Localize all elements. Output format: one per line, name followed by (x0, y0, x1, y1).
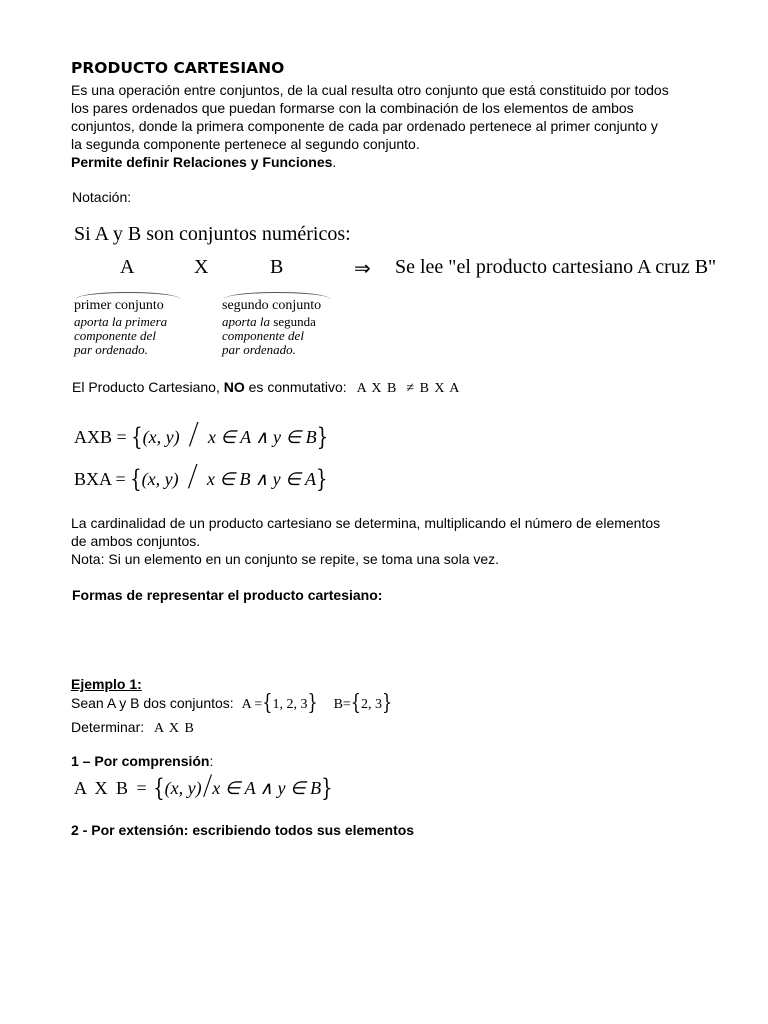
open-brace-icon: { (153, 774, 165, 803)
method1-formula (74, 768, 333, 805)
first-set-note: componente del (74, 328, 156, 343)
intro-paragraph (71, 81, 731, 171)
first-set-note: aporta la primera (74, 314, 168, 329)
set-a-label: A (120, 256, 135, 278)
ordered-pair: (x, y) (142, 427, 180, 447)
ordered-pair: (x, y) (164, 778, 202, 798)
open-brace-icon: { (262, 689, 273, 716)
intro-period: . (332, 154, 337, 170)
axb-lhs: AXB (74, 427, 113, 447)
set-condition: x ∈ A ∧ y ∈ B (207, 427, 317, 447)
open-brace-icon: { (350, 689, 361, 716)
example-sets-line (71, 689, 393, 716)
second-set-note: componente del (222, 328, 304, 343)
close-brace-icon: } (316, 423, 329, 452)
method2-heading: 2 - Por extensión: escribiendo todos sus elementos (71, 822, 415, 838)
set-b-lhs: B= (333, 697, 351, 712)
intro-line: conjuntos, donde la primera componente de cada par ordenado pertenece al primer conjunto y (71, 118, 658, 134)
close-brace-icon: } (321, 774, 333, 803)
set-b-definition (333, 689, 393, 716)
cardinality-note: Nota: Si un elemento en un conjunto se repite, se toma una sola vez. (71, 551, 500, 567)
method1-lhs: A X B = (74, 778, 149, 798)
notation-label: Notación: (72, 189, 132, 205)
ordered-pair: (x, y) (141, 469, 179, 489)
example-heading: Ejemplo 1: (71, 676, 142, 692)
set-condition: x ∈ B ∧ y ∈ A (206, 469, 317, 489)
determine-line (71, 718, 195, 738)
intro-bold-text: Permite definir Relaciones y Funciones (71, 154, 333, 170)
equals-sign: = (116, 427, 127, 447)
first-set-label: primer conjunto (74, 298, 164, 313)
commutative-pre: El Producto Cartesiano, (72, 379, 220, 395)
implies-arrow: ⇒ (354, 258, 371, 280)
second-set-note (222, 315, 316, 328)
page-title: PRODUCTO CARTESIANO (71, 59, 285, 77)
intro-line (71, 153, 731, 171)
intro-line: los pares ordenados que puedan formarse con la combinación de los elementos de ambos (71, 100, 634, 116)
intro-line: la segunda componente pertenece al segundo conjunto. (71, 136, 420, 152)
set-condition: x ∈ A ∧ y ∈ B (212, 778, 322, 798)
commutative-statement (72, 378, 460, 398)
determine-expression: A X B (154, 721, 195, 736)
commutative-no: NO (223, 379, 245, 395)
commutative-formula: A X B ≠ B X A (356, 381, 461, 396)
set-a-lhs: A = (241, 697, 263, 712)
second-note-italic: aporta la (222, 314, 271, 329)
open-brace-icon: { (131, 423, 143, 452)
cross-symbol: X (194, 256, 209, 278)
set-b-elements: 2, 3 (360, 697, 382, 712)
equals-sign: = (115, 469, 126, 489)
commutative-post: es conmutativo: (248, 379, 347, 395)
set-a-elements: 1, 2, 3 (272, 697, 308, 712)
reading-text: Se lee "el producto cartesiano A cruz B" (395, 256, 717, 278)
set-a-definition (241, 689, 318, 716)
method1-heading (71, 752, 213, 770)
method1-colon: : (209, 753, 214, 769)
figure-heading: Si A y B son conjuntos numéricos: (74, 223, 351, 245)
intro-line: Es una operación entre conjuntos, de la cual resulta otro conjunto que está constituido por todos (71, 82, 669, 98)
such-that-slash-icon: / (201, 768, 213, 805)
forms-heading: Formas de representar el producto cartesiano: (72, 587, 383, 603)
example-sean-text: Sean A y B dos conjuntos: (71, 695, 234, 711)
second-set-note: par ordenado. (222, 342, 296, 357)
such-that-slash-icon: / (188, 414, 200, 455)
open-brace-icon: { (130, 465, 142, 494)
cardinality-line: La cardinalidad de un producto cartesiano se determina, multiplicando el número de elementos (71, 515, 661, 531)
cardinality-line: de ambos conjuntos. (71, 533, 201, 549)
such-that-slash-icon: / (187, 456, 199, 497)
determine-label: Determinar: (71, 719, 145, 735)
close-brace-icon: } (307, 689, 318, 716)
first-set-note: par ordenado. (74, 342, 148, 357)
set-b-label: B (270, 256, 284, 278)
cardinality-paragraph (71, 514, 731, 568)
method1-label: 1 – Por comprensión (71, 753, 210, 769)
second-note-upright: segunda (273, 314, 316, 329)
bxa-lhs: BXA (74, 469, 112, 489)
axb-definition (74, 414, 329, 455)
second-set-label: segundo conjunto (222, 298, 322, 313)
close-brace-icon: } (316, 465, 328, 494)
close-brace-icon: } (381, 689, 393, 716)
bxa-definition (74, 456, 328, 497)
